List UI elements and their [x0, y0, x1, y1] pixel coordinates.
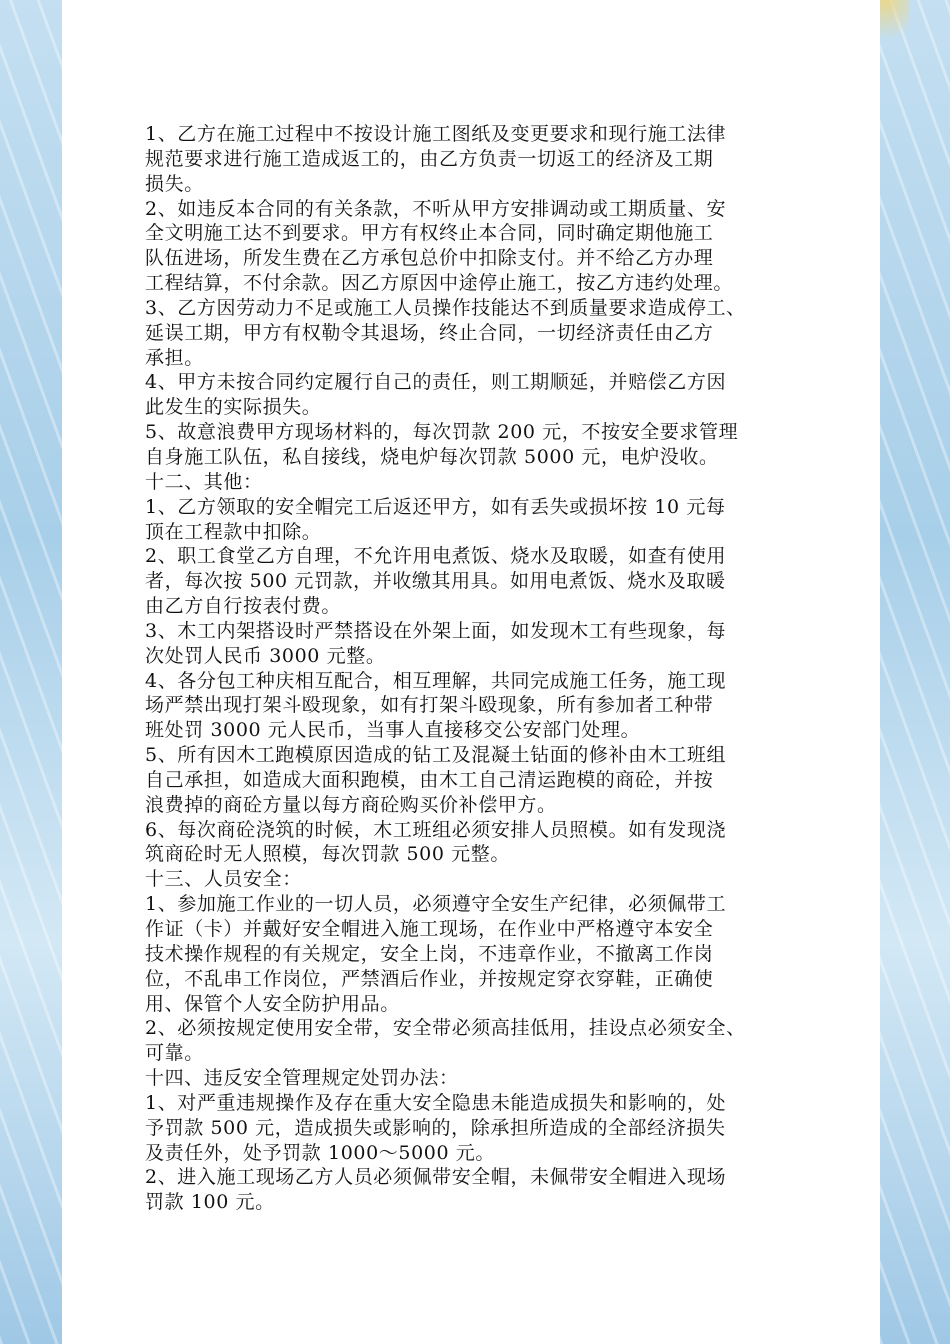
text-line: 5、所有因木工跑模原因造成的钻工及混凝土钻面的修补由木工班组: [145, 744, 727, 767]
text-line: 承担。: [145, 346, 204, 369]
text-line: 场严禁出现打架斗殴现象，如有打架斗殴现象，所有参加者工种带: [145, 694, 714, 717]
text-line: 2、必须按规定使用安全带，安全带必须高挂低用，挂设点必须安全、: [145, 1017, 746, 1040]
text-line: 3、木工内架搭设时严禁搭设在外架上面，如发现木工有些现象，每: [145, 619, 727, 642]
text-line: 6、每次商砼浇筑的时候，木工班组必须安排人员照模。如有发现浇: [145, 818, 727, 841]
text-line: 次处罚人民币 3000 元整。: [145, 644, 386, 667]
text-line: 顶在工程款中扣除。: [145, 520, 322, 543]
text-line: 4、甲方未按合同约定履行自己的责任，则工期顺延，并赔偿乙方因: [145, 371, 727, 394]
text-line: 1、乙方领取的安全帽完工后返还甲方，如有丢失或损坏按 10 元每: [145, 495, 726, 518]
text-line: 队伍进场，所发生费在乙方承包总价中扣除支付。并不给乙方办理: [145, 247, 714, 270]
text-line: 罚款 100 元。: [145, 1191, 275, 1214]
text-line: 2、职工食堂乙方自理，不允许用电煮饭、烧水及取暖，如查有使用: [145, 545, 727, 568]
text-line: 2、如违反本合同的有关条款，不听从甲方安排调动或工期质量、安: [145, 197, 727, 220]
text-line: 3、乙方因劳动力不足或施工人员操作技能达不到质量要求造成停工、: [145, 296, 746, 319]
text-line: 可靠。: [145, 1042, 204, 1065]
text-line: 1、乙方在施工过程中不按设计施工图纸及变更要求和现行施工法律: [145, 123, 727, 145]
text-line: 十二、其他：: [145, 470, 263, 493]
text-line: 延误工期，甲方有权勒令其退场，终止合同，一切经济责任由乙方: [145, 321, 714, 344]
contract-text-body: [145, 122, 829, 1215]
text-line: 及责任外，处予罚款 1000～5000 元。: [145, 1141, 495, 1164]
text-line: 用、保管个人安全防护用品。: [145, 992, 400, 1015]
text-line: 十四、违反安全管理规定处罚办法：: [145, 1067, 459, 1090]
background-right-panel: [880, 0, 950, 1344]
text-line: 位，不乱串工作岗位，严禁酒后作业，并按规定穿衣穿鞋，正确使: [145, 967, 714, 990]
text-line: 此发生的实际损失。: [145, 396, 322, 419]
text-line: 浪费掉的商砼方量以每方商砼购买价补偿甲方。: [145, 793, 557, 816]
background-left-panel: [0, 0, 62, 1344]
text-line: 班处罚 3000 元人民币，当事人直接移交公安部门处理。: [145, 719, 641, 742]
text-line: 自身施工队伍，私自接线，烧电炉每次罚款 5000 元，电炉没收。: [145, 445, 719, 468]
text-line: 全文明施工达不到要求。甲方有权终止本合同，同时确定期他施工: [145, 222, 714, 245]
text-line: 技术操作规程的有关规定，安全上岗，不违章作业，不撤离工作岗: [145, 942, 714, 965]
text-line: 损失。: [145, 172, 204, 195]
text-line: 1、对严重违规操作及存在重大安全隐患未能造成损失和影响的，处: [145, 1091, 727, 1114]
text-line: 工程结算，不付余款。因乙方原因中途停止施工，按乙方违约处理。: [145, 272, 734, 295]
document-page: [62, 0, 880, 1344]
text-line: 由乙方自行按表付费。: [145, 595, 342, 618]
text-line: 2、进入施工现场乙方人员必须佩带安全帽，未佩带安全帽进入现场: [145, 1166, 727, 1189]
text-line: 筑商砼时无人照模，每次罚款 500 元整。: [145, 843, 510, 866]
text-line: 自己承担，如造成大面积跑模，由木工自己清运跑模的商砼，并按: [145, 768, 714, 791]
text-line: 十三、人员安全：: [145, 868, 302, 891]
text-line: 4、各分包工种庆相互配合，相互理解，共同完成施工任务，施工现: [145, 669, 727, 692]
text-line: 1、参加施工作业的一切人员，必须遵守全安生产纪律，必须佩带工: [145, 893, 727, 916]
text-line: 5、故意浪费甲方现场材料的，每次罚款 200 元，不按安全要求管理: [145, 421, 739, 444]
text-line: 予罚款 500 元，造成损失或影响的，除承担所造成的全部经济损失: [145, 1116, 726, 1139]
text-line: 作证（卡）并戴好安全帽进入施工现场，在作业中严格遵守本安全: [145, 918, 714, 940]
text-line: 者，每次按 500 元罚款，并收缴其用具。如用电煮饭、烧水及取暖: [145, 570, 726, 593]
text-line: 规范要求进行施工造成返工的，由乙方负责一切返工的经济及工期: [145, 147, 714, 170]
